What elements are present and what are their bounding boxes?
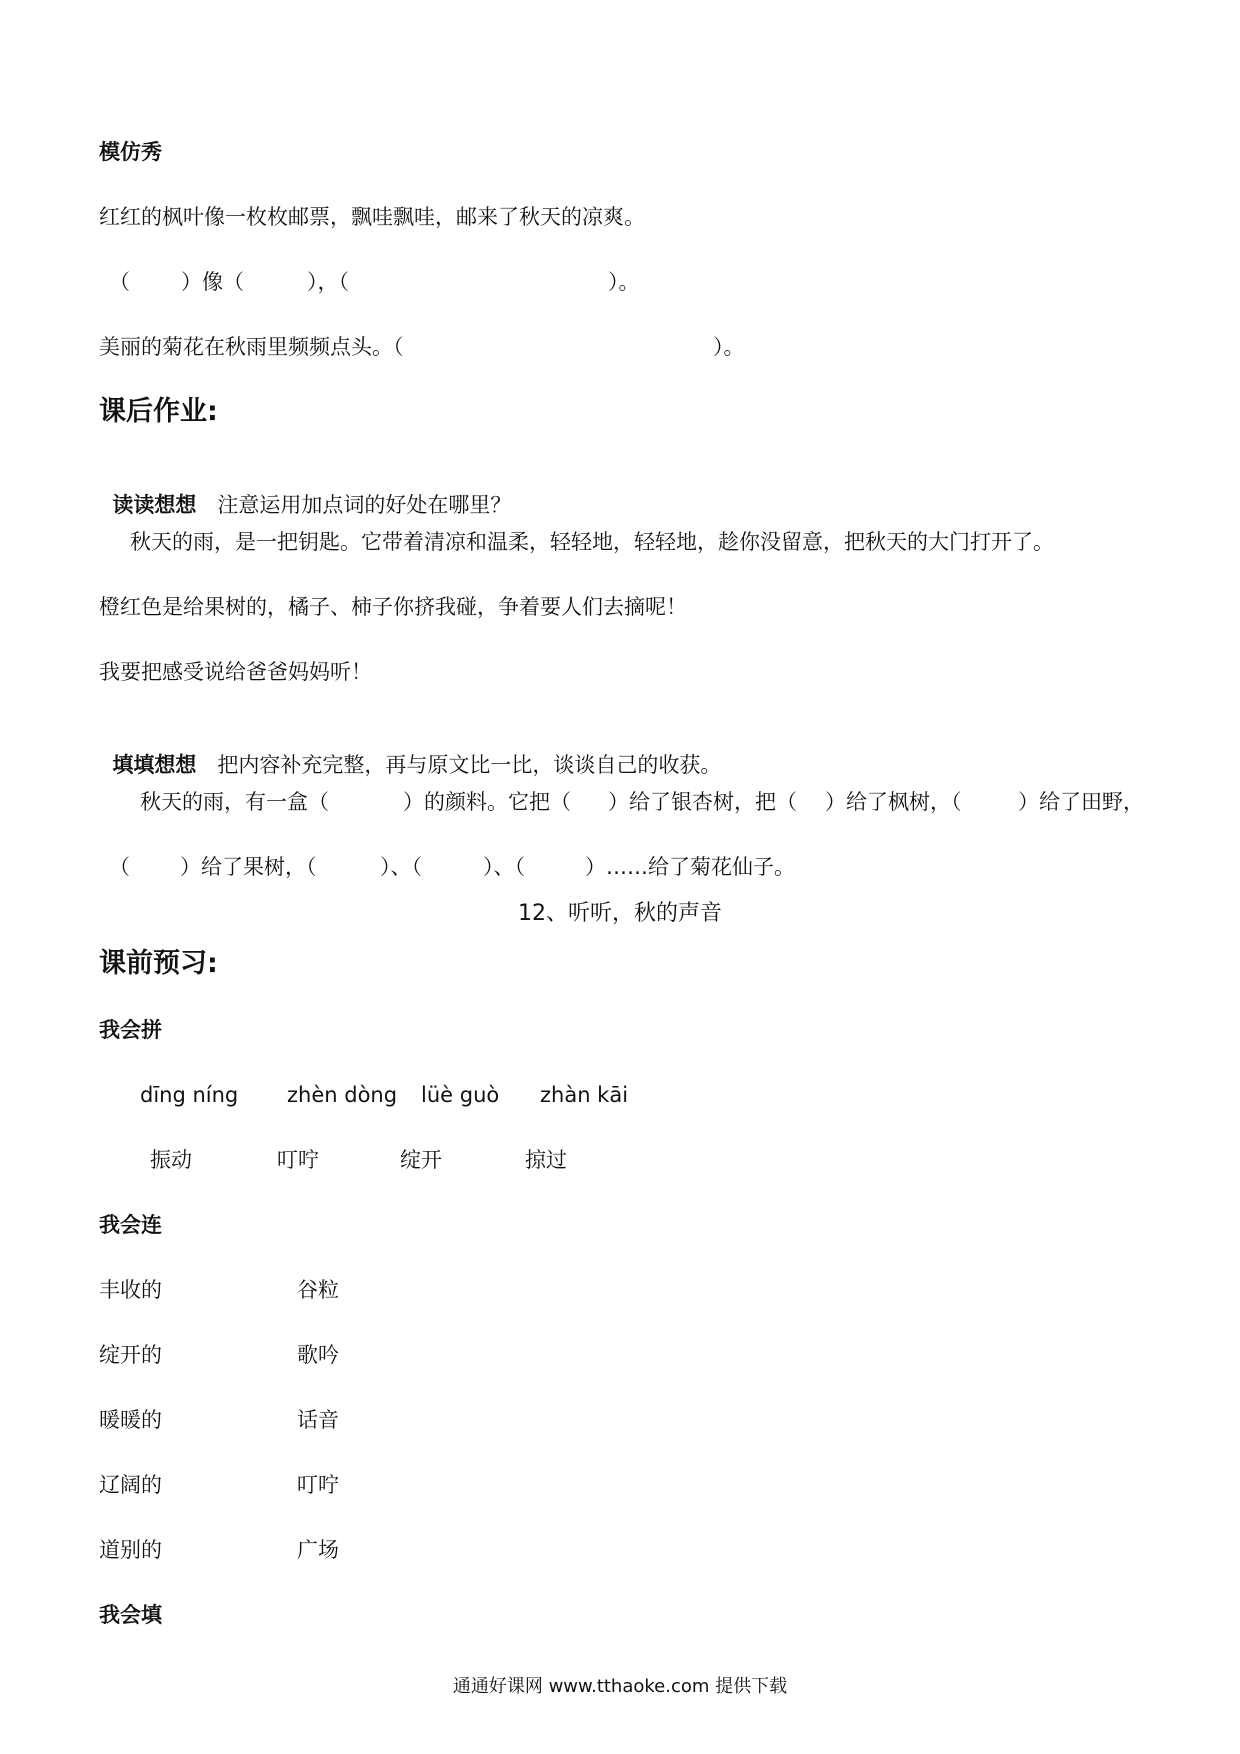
preview-heading: 课前预习:	[99, 948, 218, 979]
fill-line-2-c: ）、（	[380, 855, 422, 879]
read-think-label: 读读想想	[112, 493, 197, 517]
imitation-frame-comma: ），（	[307, 270, 349, 294]
fill-line-1-e: ）给了田野，	[1018, 790, 1144, 814]
pinyin-word: 叮咛	[277, 1148, 319, 1172]
connect-right-item: 歌吟	[297, 1343, 339, 1367]
fill-line-1-d: ）给了枫树，（	[825, 790, 962, 814]
read-think-prompt: 注意运用加点词的好处在哪里？	[217, 493, 512, 517]
pinyin-item: zhèn dòng	[287, 1083, 398, 1107]
pinyin-item: dīng níng	[140, 1083, 239, 1107]
imitation-frame-close: ）。	[608, 270, 640, 294]
read-think-row	[99, 463, 511, 519]
imitation-frame-like: ）像（	[181, 270, 244, 294]
fill-line-1-b: ）的颜料。它把（	[403, 790, 571, 814]
connect-right-item: 广场	[297, 1538, 339, 1562]
imitation-sentence-2-end: ）。	[713, 335, 745, 359]
pinyin-item: zhàn kāi	[540, 1083, 629, 1107]
fill-think-prompt: 把内容补充完整，再与原文比一比，谈谈自己的收获。	[217, 753, 722, 777]
imitation-frame-open: （	[109, 270, 130, 294]
fill-think-label: 填填想想	[112, 753, 197, 777]
imitation-example: 红红的枫叶像一枚枚邮票，飘哇飘哇，邮来了秋天的凉爽。	[99, 205, 645, 229]
lesson-title: 12、听听，秋的声音	[518, 901, 722, 926]
imitation-heading: 模仿秀	[99, 140, 162, 164]
fill-line-2-b: ）给了果树，（	[180, 855, 317, 879]
pinyin-label: 我会拼	[99, 1018, 162, 1042]
footer-text: 通通好课网 www.tthaoke.com 提供下载	[452, 1676, 788, 1697]
connect-label: 我会连	[99, 1213, 162, 1237]
connect-left-item: 丰收的	[99, 1278, 162, 1302]
fill-line-2-a: （	[109, 855, 130, 879]
connect-right-item: 谷粒	[297, 1278, 339, 1302]
homework-line-orange: 橙红色是给果树的，橘子、柿子你挤我碰，争着要人们去摘呢！	[99, 595, 687, 619]
connect-right-item: 话音	[297, 1408, 339, 1432]
connect-left-item: 暖暖的	[99, 1408, 162, 1432]
imitation-sentence-2: 美丽的菊花在秋雨里频频点头。（	[99, 335, 404, 359]
fill-line-1-a: 秋天的雨，有一盒（	[140, 790, 329, 814]
pinyin-word: 掠过	[525, 1148, 567, 1172]
pinyin-item: lüè guò	[421, 1083, 500, 1107]
homework-line-share: 我要把感受说给爸爸妈妈听！	[99, 660, 372, 684]
connect-left-item: 绽开的	[99, 1343, 162, 1367]
pinyin-word: 振动	[150, 1148, 192, 1172]
connect-left-item: 辽阔的	[99, 1473, 162, 1497]
pinyin-word: 绽开	[400, 1148, 442, 1172]
fill-line-1-c: ）给了银杏树，把（	[608, 790, 797, 814]
fill-think-row	[99, 723, 721, 779]
fill-line-2-e: ）……给了菊花仙子。	[585, 855, 795, 879]
fill-line-2-d: ）、（	[483, 855, 525, 879]
connect-left-item: 道别的	[99, 1538, 162, 1562]
homework-heading: 课后作业:	[99, 396, 218, 427]
read-think-text: 秋天的雨，是一把钥匙。它带着清凉和温柔，轻轻地，轻轻地，趁你没留意，把秋天的大门打开了。	[130, 530, 1054, 554]
connect-right-item: 叮咛	[297, 1473, 339, 1497]
fill-in-label: 我会填	[99, 1603, 162, 1627]
